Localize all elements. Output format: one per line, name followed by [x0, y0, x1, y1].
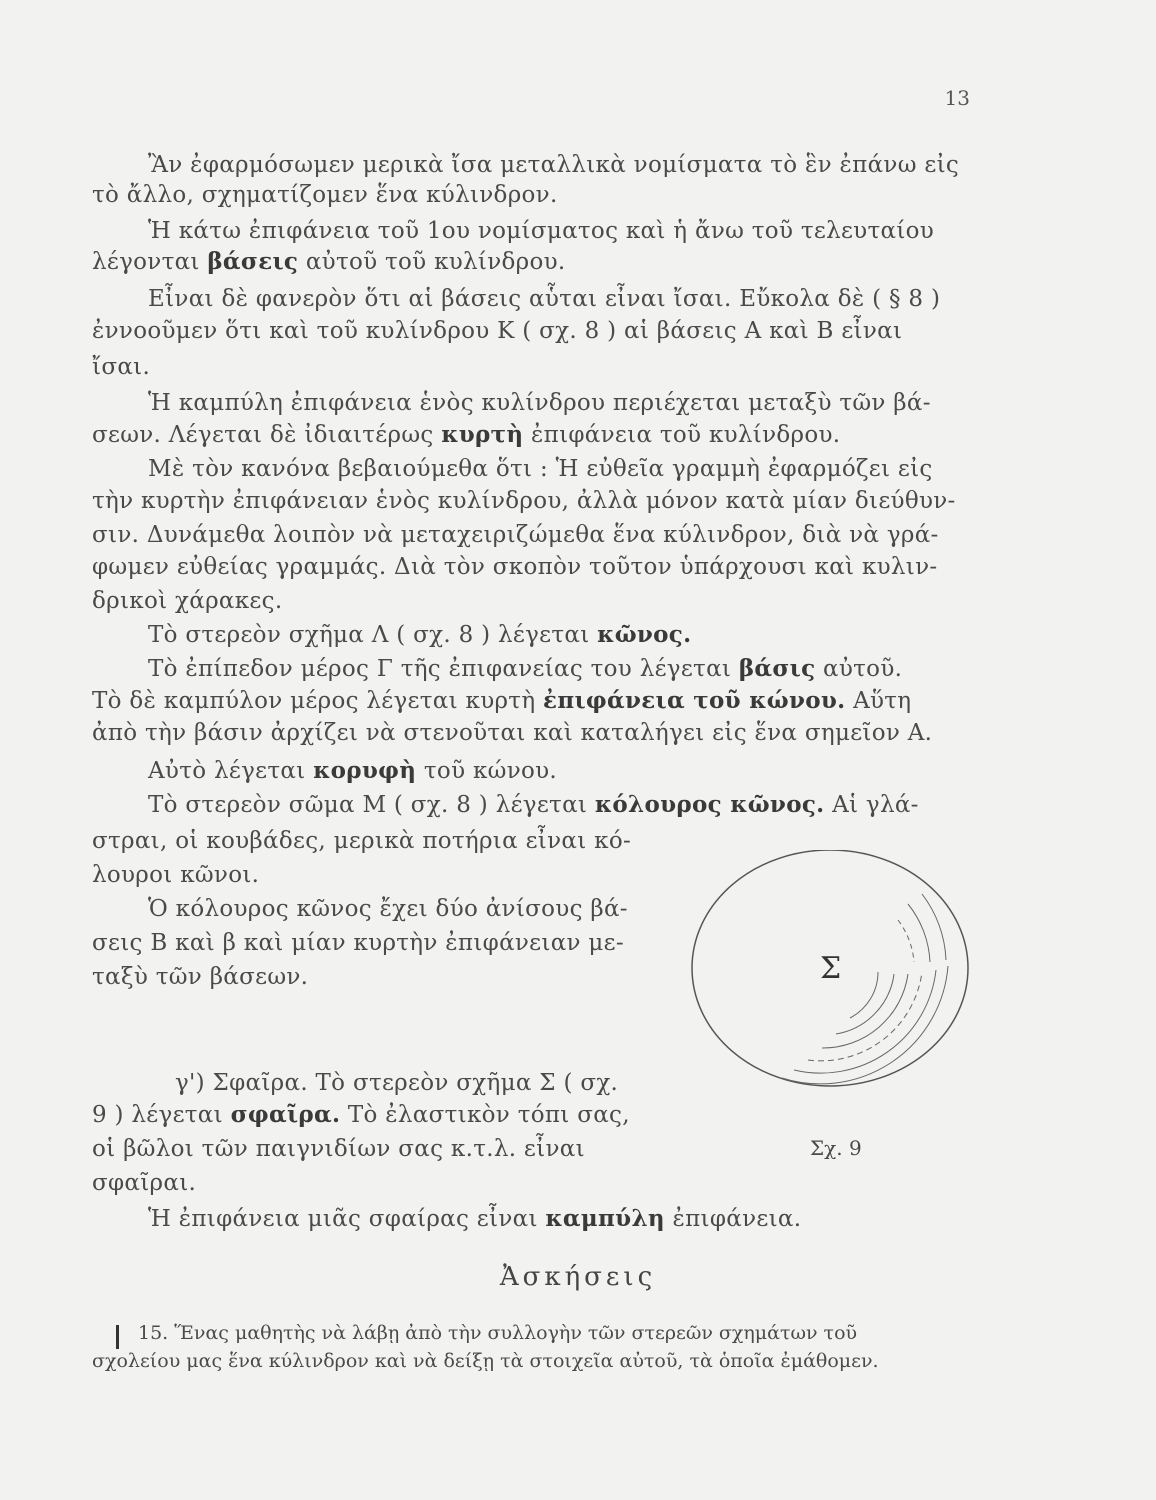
text-run: 9 ) λέγεται — [92, 1102, 231, 1128]
text-line — [148, 388, 931, 418]
text-line — [148, 454, 933, 484]
exercise-line: 15. Ἕνας μαθητὴς νὰ λάβῃ ἀπὸ τὴν συλλογὴν τῶν στερεῶν σχημάτων τοῦ — [138, 1322, 858, 1344]
text-run: Αὕτη — [845, 688, 912, 714]
text-line — [92, 1100, 630, 1130]
text-line — [92, 928, 624, 958]
bold-term: βάσις — [738, 655, 816, 682]
text-line — [92, 1134, 585, 1164]
text-run: δρικοὶ χάρακες. — [92, 588, 283, 614]
text-run: Μὲ τὸν κανόνα βεβαιούμεθα ὅτι : Ἡ εὐθεῖα γραμμὴ ἐφαρμόζει εἰς — [148, 456, 933, 482]
text-line — [92, 718, 932, 748]
text-run: γ') Σφαῖρα. Τὸ στερεὸν σχῆμα Σ ( σχ. — [175, 1070, 619, 1096]
bold-term: κῶνος. — [597, 621, 692, 648]
text-run: Εἶναι δὲ φανερὸν ὅτι αἱ βάσεις αὗται εἶναι ἴσαι. Εὔκολα δὲ ( § 8 ) — [148, 286, 941, 312]
text-line — [148, 216, 934, 246]
figure-label: Σ — [820, 951, 842, 986]
text-run: σεις Β καὶ β καὶ μίαν κυρτὴν ἐπιφάνειαν με- — [92, 930, 624, 956]
text-line — [92, 352, 150, 382]
text-line — [92, 552, 937, 582]
bold-term: κυρτὴ — [441, 421, 524, 448]
text-run: Ὁ κόλουρος κῶνος ἔχει δύο ἀνίσους βά- — [148, 896, 628, 922]
text-run: Τὸ στερεὸν σῶμα Μ ( σχ. 8 ) λέγεται — [148, 792, 595, 818]
margin-mark — [116, 1325, 119, 1349]
text-run: τὴν κυρτὴν ἐπιφάνειαν ἑνὸς κυλίνδρου, ἀλλὰ μόνον κατὰ μίαν διεύθυν- — [92, 488, 956, 514]
bold-term: καμπύλη — [545, 1205, 665, 1232]
text-run: τοῦ κώνου. — [416, 758, 558, 784]
text-run: στραι, οἱ κουβάδες, μερικὰ ποτήρια εἶναι κό- — [92, 828, 632, 854]
text-line — [92, 316, 902, 346]
text-line — [92, 826, 631, 856]
text-run: λέγονται — [92, 249, 208, 275]
text-run: ἴσαι. — [92, 354, 151, 380]
text-line — [92, 962, 308, 992]
text-run: αὐτοῦ. — [815, 656, 903, 682]
text-run: Αἱ γλά- — [824, 792, 919, 818]
bold-term: βάσεις — [207, 248, 299, 275]
text-run: Τὸ ἐπίπεδον μέρος Γ τῆς ἐπιφανείας του λέγεται — [148, 656, 739, 682]
text-line — [148, 1204, 801, 1234]
text-line — [148, 790, 919, 820]
text-run: ἐπιφάνεια τοῦ κυλίνδρου. — [523, 422, 841, 448]
text-run: Ἡ κάτω ἐπιφάνεια τοῦ 1ου νομίσματος καὶ ἡ ἄνω τοῦ τελευταίου — [148, 218, 935, 244]
text-run: Ἡ ἐπιφάνεια μιᾶς σφαίρας εἶναι — [148, 1206, 546, 1232]
text-line — [92, 586, 282, 616]
text-line — [92, 486, 956, 516]
text-line — [148, 620, 691, 650]
text-run: φωμεν εὐθείας γραμμάς. Διὰ τὸν σκοπὸν τοῦτον ὑπάρχουσι καὶ κυλιν- — [92, 554, 938, 580]
text-line — [92, 1168, 196, 1198]
text-line — [148, 284, 940, 314]
bold-term: κορυφὴ — [313, 757, 417, 784]
text-run: Ἡ καμπύλη ἐπιφάνεια ἑνὸς κυλίνδρου περιέχεται μεταξὺ τῶν βά- — [148, 390, 931, 416]
text-run: τὸ ἄλλο, σχηματίζομεν ἕνα κύλινδρον. — [92, 182, 558, 208]
text-line — [148, 894, 628, 924]
text-run: οἱ βῶλοι τῶν παιγνιδίων σας κ.τ.λ. εἶναι — [92, 1136, 585, 1162]
section-heading-exercises: Ἀσκήσεις — [499, 1262, 657, 1292]
text-run: ἐπιφάνεια. — [664, 1206, 802, 1232]
text-run: λουροι κῶνοι. — [92, 862, 260, 888]
text-run: ταξὺ τῶν βάσεων. — [92, 964, 309, 990]
text-line — [148, 150, 959, 180]
text-line — [148, 756, 557, 786]
text-line — [92, 860, 259, 890]
bold-term: κόλουρος κῶνος. — [594, 791, 825, 818]
text-run: αὐτοῦ τοῦ κυλίνδρου. — [298, 249, 566, 275]
text-line — [92, 520, 939, 550]
text-line — [148, 654, 902, 684]
text-run: σεων. Λέγεται δὲ ἰδιαιτέρως — [92, 422, 442, 448]
bold-term: σφαῖρα. — [230, 1101, 341, 1128]
text-line — [92, 420, 840, 450]
exercise-line: σχολείου μας ἕνα κύλινδρον καὶ νὰ δείξῃ τὰ στοιχεῖα αὐτοῦ, τὰ ὁποῖα ἐμάθομεν. — [92, 1350, 879, 1372]
text-line — [175, 1068, 618, 1098]
page-number: 13 — [944, 86, 970, 110]
text-run: σιν. Δυνάμεθα λοιπὸν νὰ μεταχειριζώμεθα ἕνα κύλινδρον, διὰ νὰ γρά- — [92, 522, 939, 548]
text-line — [92, 247, 566, 277]
text-run: Ἂν ἐφαρμόσωμεν μερικὰ ἴσα μεταλλικὰ νομίσματα τὸ ἓν ἐπάνω εἰς — [148, 152, 960, 178]
sphere-figure — [690, 850, 980, 1090]
text-run: ἐννοοῦμεν ὅτι καὶ τοῦ κυλίνδρου Κ ( σχ. 8 ) αἱ βάσεις Α καὶ Β εἶναι — [92, 318, 903, 344]
text-run: Τὸ δὲ καμπύλον μέρος λέγεται κυρτὴ — [92, 688, 544, 714]
text-line — [92, 686, 911, 716]
figure-caption: Σχ. 9 — [810, 1136, 862, 1160]
text-run: Τὸ ἐλαστικὸν τόπι σας, — [340, 1102, 630, 1128]
text-run: ἀπὸ τὴν βάσιν ἀρχίζει νὰ στενοῦται καὶ καταλήγει εἰς ἕνα σημεῖον Α. — [92, 720, 933, 746]
text-run: Αὐτὸ λέγεται — [148, 758, 314, 784]
text-line — [92, 180, 558, 210]
text-run: Τὸ στερεὸν σχῆμα Λ ( σχ. 8 ) λέγεται — [148, 622, 598, 648]
text-run: σφαῖραι. — [92, 1170, 197, 1196]
bold-term: ἐπιφάνεια τοῦ κώνου. — [543, 687, 846, 714]
